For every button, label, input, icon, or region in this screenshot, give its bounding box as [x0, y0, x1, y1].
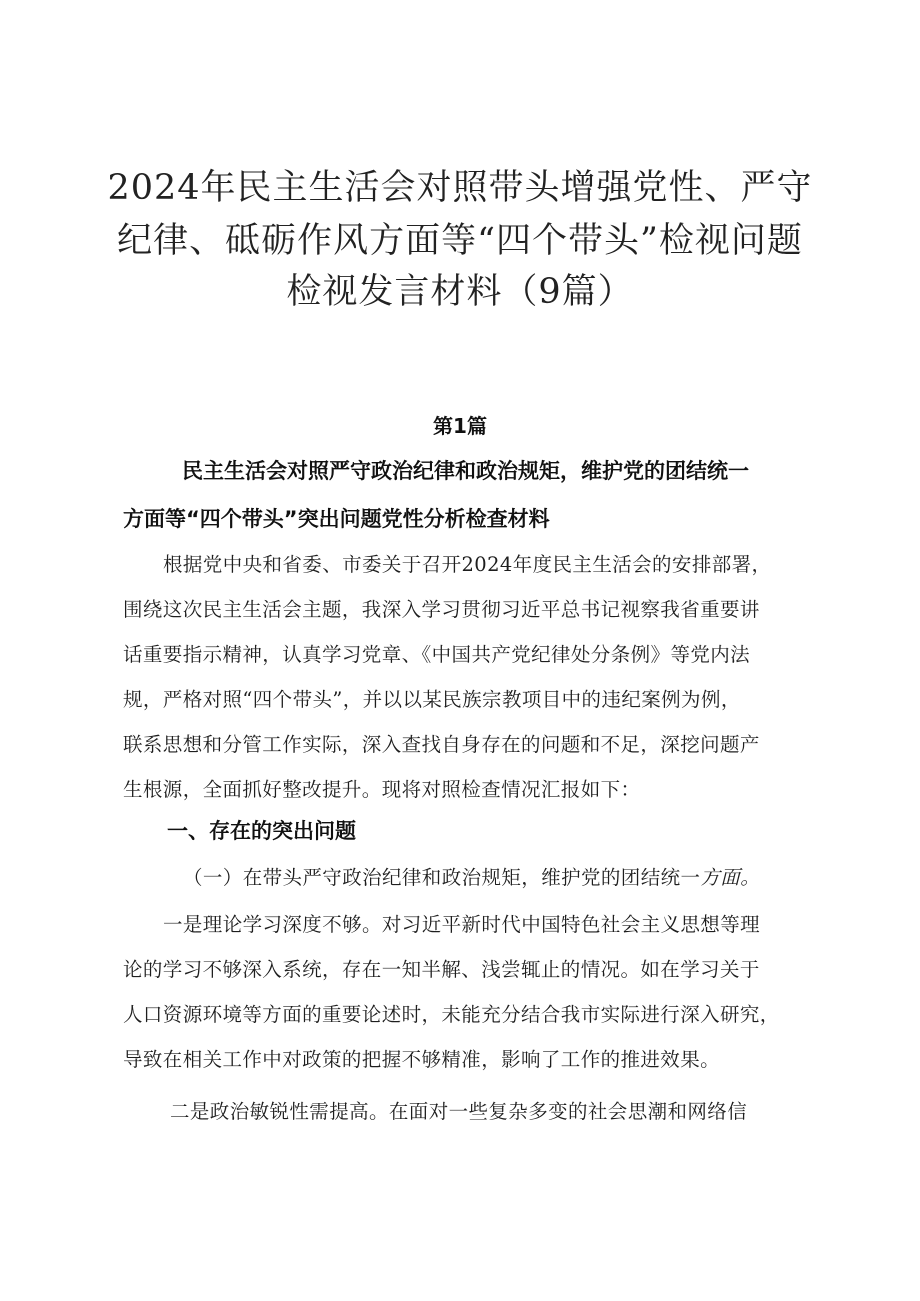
subtitle-line-2: 方面等“四个带头”突出问题党性分析检查材料 — [123, 507, 550, 531]
intro-line-4: 规，严格对照“四个带头”，并以以某民族宗教项目中的违纪案例为例， — [123, 688, 741, 711]
point1-line-2: 论的学习不够深入系统，存在一知半解、浅尝辄止的情况。如在学习关于 — [123, 958, 760, 981]
point1-line-1: 一是理论学习深度不够。对习近平新时代中国特色社会主义思想等理 — [163, 913, 761, 936]
subsection-heading-main: （一）在带头严守政治纪律和政治规矩，维护党的团结统一 — [183, 866, 701, 889]
intro-line-3: 话重要指示精神，认真学习党章、《中国共产党纪律处分条例》等党内法 — [123, 643, 751, 666]
title-line-1: 2024年民主生活会对照带头增强党性、严守 — [107, 168, 813, 208]
intro-line-5: 联系思想和分管工作实际，深入查找自身存在的问题和不足，深挖问题产 — [123, 733, 760, 756]
intro-line-2: 围绕这次民主生活会主题，我深入学习贯彻习近平总书记视察我省重要讲 — [123, 598, 760, 621]
subtitle-line-1: 民主生活会对照严守政治纪律和政治规矩，维护党的团结统一 — [182, 459, 749, 483]
title-line-2: 纪律、砥砺作风方面等“四个带头”检视问题 — [117, 221, 803, 261]
intro-line-1: 根据党中央和省委、市委关于召开2024年度民主生活会的安排部署， — [163, 553, 772, 576]
intro-line-6: 生根源，全面抓好整改提升。现将对照检查情况汇报如下： — [123, 778, 641, 801]
section-heading: 一、存在的突出问题 — [167, 819, 356, 843]
title-line-3: 检视发言材料（9篇） — [286, 272, 634, 312]
subsection-heading — [183, 862, 760, 890]
chapter-label: 第1篇 — [433, 414, 487, 438]
point2-line-1: 二是政治敏锐性需提高。在面对一些复杂多变的社会思潮和网络信 — [170, 1100, 748, 1123]
point1-line-4: 导致在相关工作中对政策的把握不够精准，影响了工作的推进效果。 — [123, 1048, 721, 1071]
point1-line-3: 人口资源环境等方面的重要论述时，未能充分结合我市实际进行深入研究， — [123, 1003, 780, 1026]
subsection-heading-tail: 方面。 — [700, 866, 761, 889]
